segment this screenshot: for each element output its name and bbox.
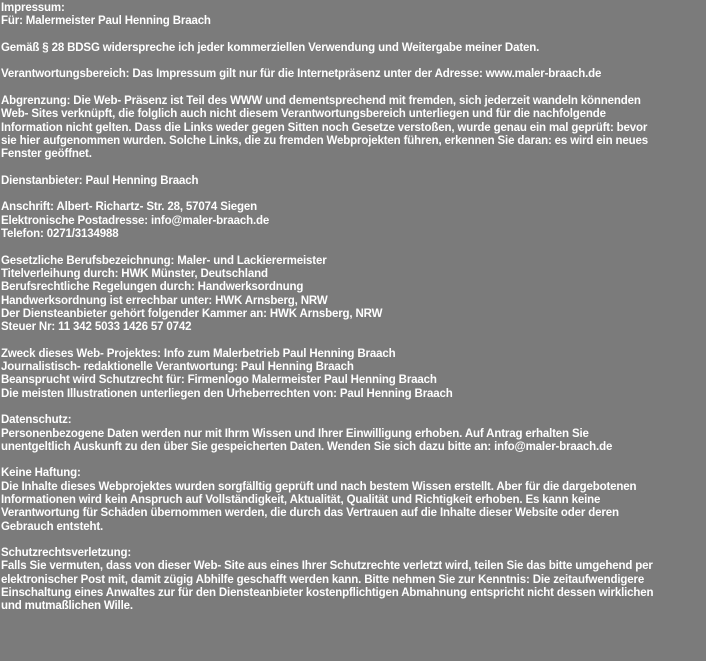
delimitation-line: Abgrenzung: Die Web- Präsenz ist Teil des WWW und dementsprechend mit fremden, sich jederzeit wandeln könnenden (1, 95, 641, 108)
impressum-for: Für: Malermeister Paul Henning Braach (1, 15, 211, 28)
delimitation-line: Information nicht gelten. Dass die Links weder gegen Sitten noch Gesetze verstoßen, wurde genau ein mal geprüft: bevor (1, 121, 648, 134)
purpose-section (1, 348, 705, 401)
provider-text: Dienstanbieter: Paul Henning Braach (1, 174, 199, 187)
privacy-heading: Datenschutz: (1, 414, 72, 427)
liability-line: Die Inhalte dieses Webprojektes wurden sorgfälltig geprüft und nach bestem Wissen erstellt. Aber für die dargebotenen (1, 480, 637, 493)
professional-line: Der Diensteanbieter gehört folgender Kammer an: HWK Arnsberg, NRW (1, 307, 383, 320)
contact-address: Anschrift: Albert- Richartz- Str. 28, 57074 Siegen (1, 201, 258, 214)
infringement-heading: Schutzrechtsverletzung: (1, 547, 132, 560)
liability-section (1, 467, 705, 533)
liability-line: Informationen wird kein Anspruch auf Vollständigkeit, Aktualität, Qualität und Richtigkeit erhoben. Es kann keine (1, 493, 601, 506)
professional-line: Handwerksordnung ist errechbar unter: HWK Arnsberg, NRW (1, 294, 328, 307)
contact-section (1, 201, 705, 241)
liability-heading: Keine Haftung: (1, 467, 81, 480)
bdsg-text: Gemäß § 28 BDSG widerspreche ich jeder kommerziellen Verwendung und Weitergabe meiner Daten. (1, 41, 540, 54)
professional-line: Gesetzliche Berufsbezeichnung: Maler- und Lackierermeister (1, 254, 327, 267)
delimitation-line: sie hier aufgenommen wurden. Solche Links, die zu fremden Webprojekten führen, erkennen Sie daran: es wird ein neues (1, 134, 648, 147)
responsibility-text: Verantwortungsbereich: Das Impressum gilt nur für die Internetpräsenz unter der Adresse: www.maler-braach.de (1, 68, 602, 81)
professional-line: Steuer Nr: 11 342 5033 1426 57 0742 (1, 321, 192, 334)
professional-line: Titelverleihung durch: HWK Münster, Deutschland (1, 267, 268, 280)
delimitation-line: Fenster geöffnet. (1, 148, 92, 161)
infringement-line: elektronischer Post mit, damit zügig Abhilfe geschafft werden kann. Bitte nehmen Sie zur Kenntnis: Die zeitaufwendigere (1, 573, 645, 586)
purpose-line: Beansprucht wird Schutzrecht für: Firmenlogo Malermeister Paul Henning Braach (1, 374, 437, 387)
purpose-line: Journalistisch- redaktionelle Verantwortung: Paul Henning Braach (1, 361, 354, 374)
impressum-heading: Impressum: (1, 2, 65, 14)
impressum-page (0, 2, 705, 627)
privacy-line: Personenbezogene Daten werden nur mit Ihrm Wissen und Ihrer Einwilligung erhoben. Auf Antrag erhalten Sie (1, 427, 589, 440)
infringement-line: Falls Sie vermuten, dass von dieser Web- Site aus eines Ihrer Schutzrechte verletzt wird, teilen Sie das bitte umgehend per (1, 560, 653, 573)
professional-line: Berufsrechtliche Regelungen durch: Handwerksordnung (1, 281, 304, 294)
infringement-line: Einschaltung eines Anwaltes zur für den Diensteanbieter kostenpflichtigen Abmahnung entspricht nicht dessen wirklichen (1, 587, 654, 600)
responsibility-section (1, 68, 705, 81)
contact-phone: Telefon: 0271/3134988 (1, 228, 119, 241)
privacy-section (1, 414, 705, 454)
professional-section (1, 255, 705, 335)
provider-section (1, 175, 705, 188)
infringement-line: und mutmaßlichen Wille. (1, 600, 133, 613)
privacy-line: unentgeltlich Auskunft zu den über Sie gespeicherten Daten. Wenden Sie sich dazu bitte an: info@maler-braach.de (1, 440, 613, 453)
delimitation-line: Web- Sites verknüpft, die folglich auch nicht diesem Verantwortungsbereich unterliegen und für die nachfolgende (1, 108, 606, 121)
infringement-section (1, 547, 705, 613)
impressum-header (1, 2, 705, 29)
bdsg-notice (1, 42, 705, 55)
purpose-line: Zweck dieses Web- Projektes: Info zum Malerbetrieb Paul Henning Braach (1, 347, 396, 360)
liability-line: Gebrauch entsteht. (1, 520, 104, 533)
delimitation-section (1, 95, 705, 161)
contact-email: Elektronische Postadresse: info@maler-braach.de (1, 214, 270, 227)
purpose-line: Die meisten Illustrationen unterliegen den Urheberrechten von: Paul Henning Braach (1, 387, 453, 400)
liability-line: Verantwortung für Schäden übernommen werden, die durch das Vertrauen auf die Inhalte dieser Website oder deren (1, 507, 619, 520)
